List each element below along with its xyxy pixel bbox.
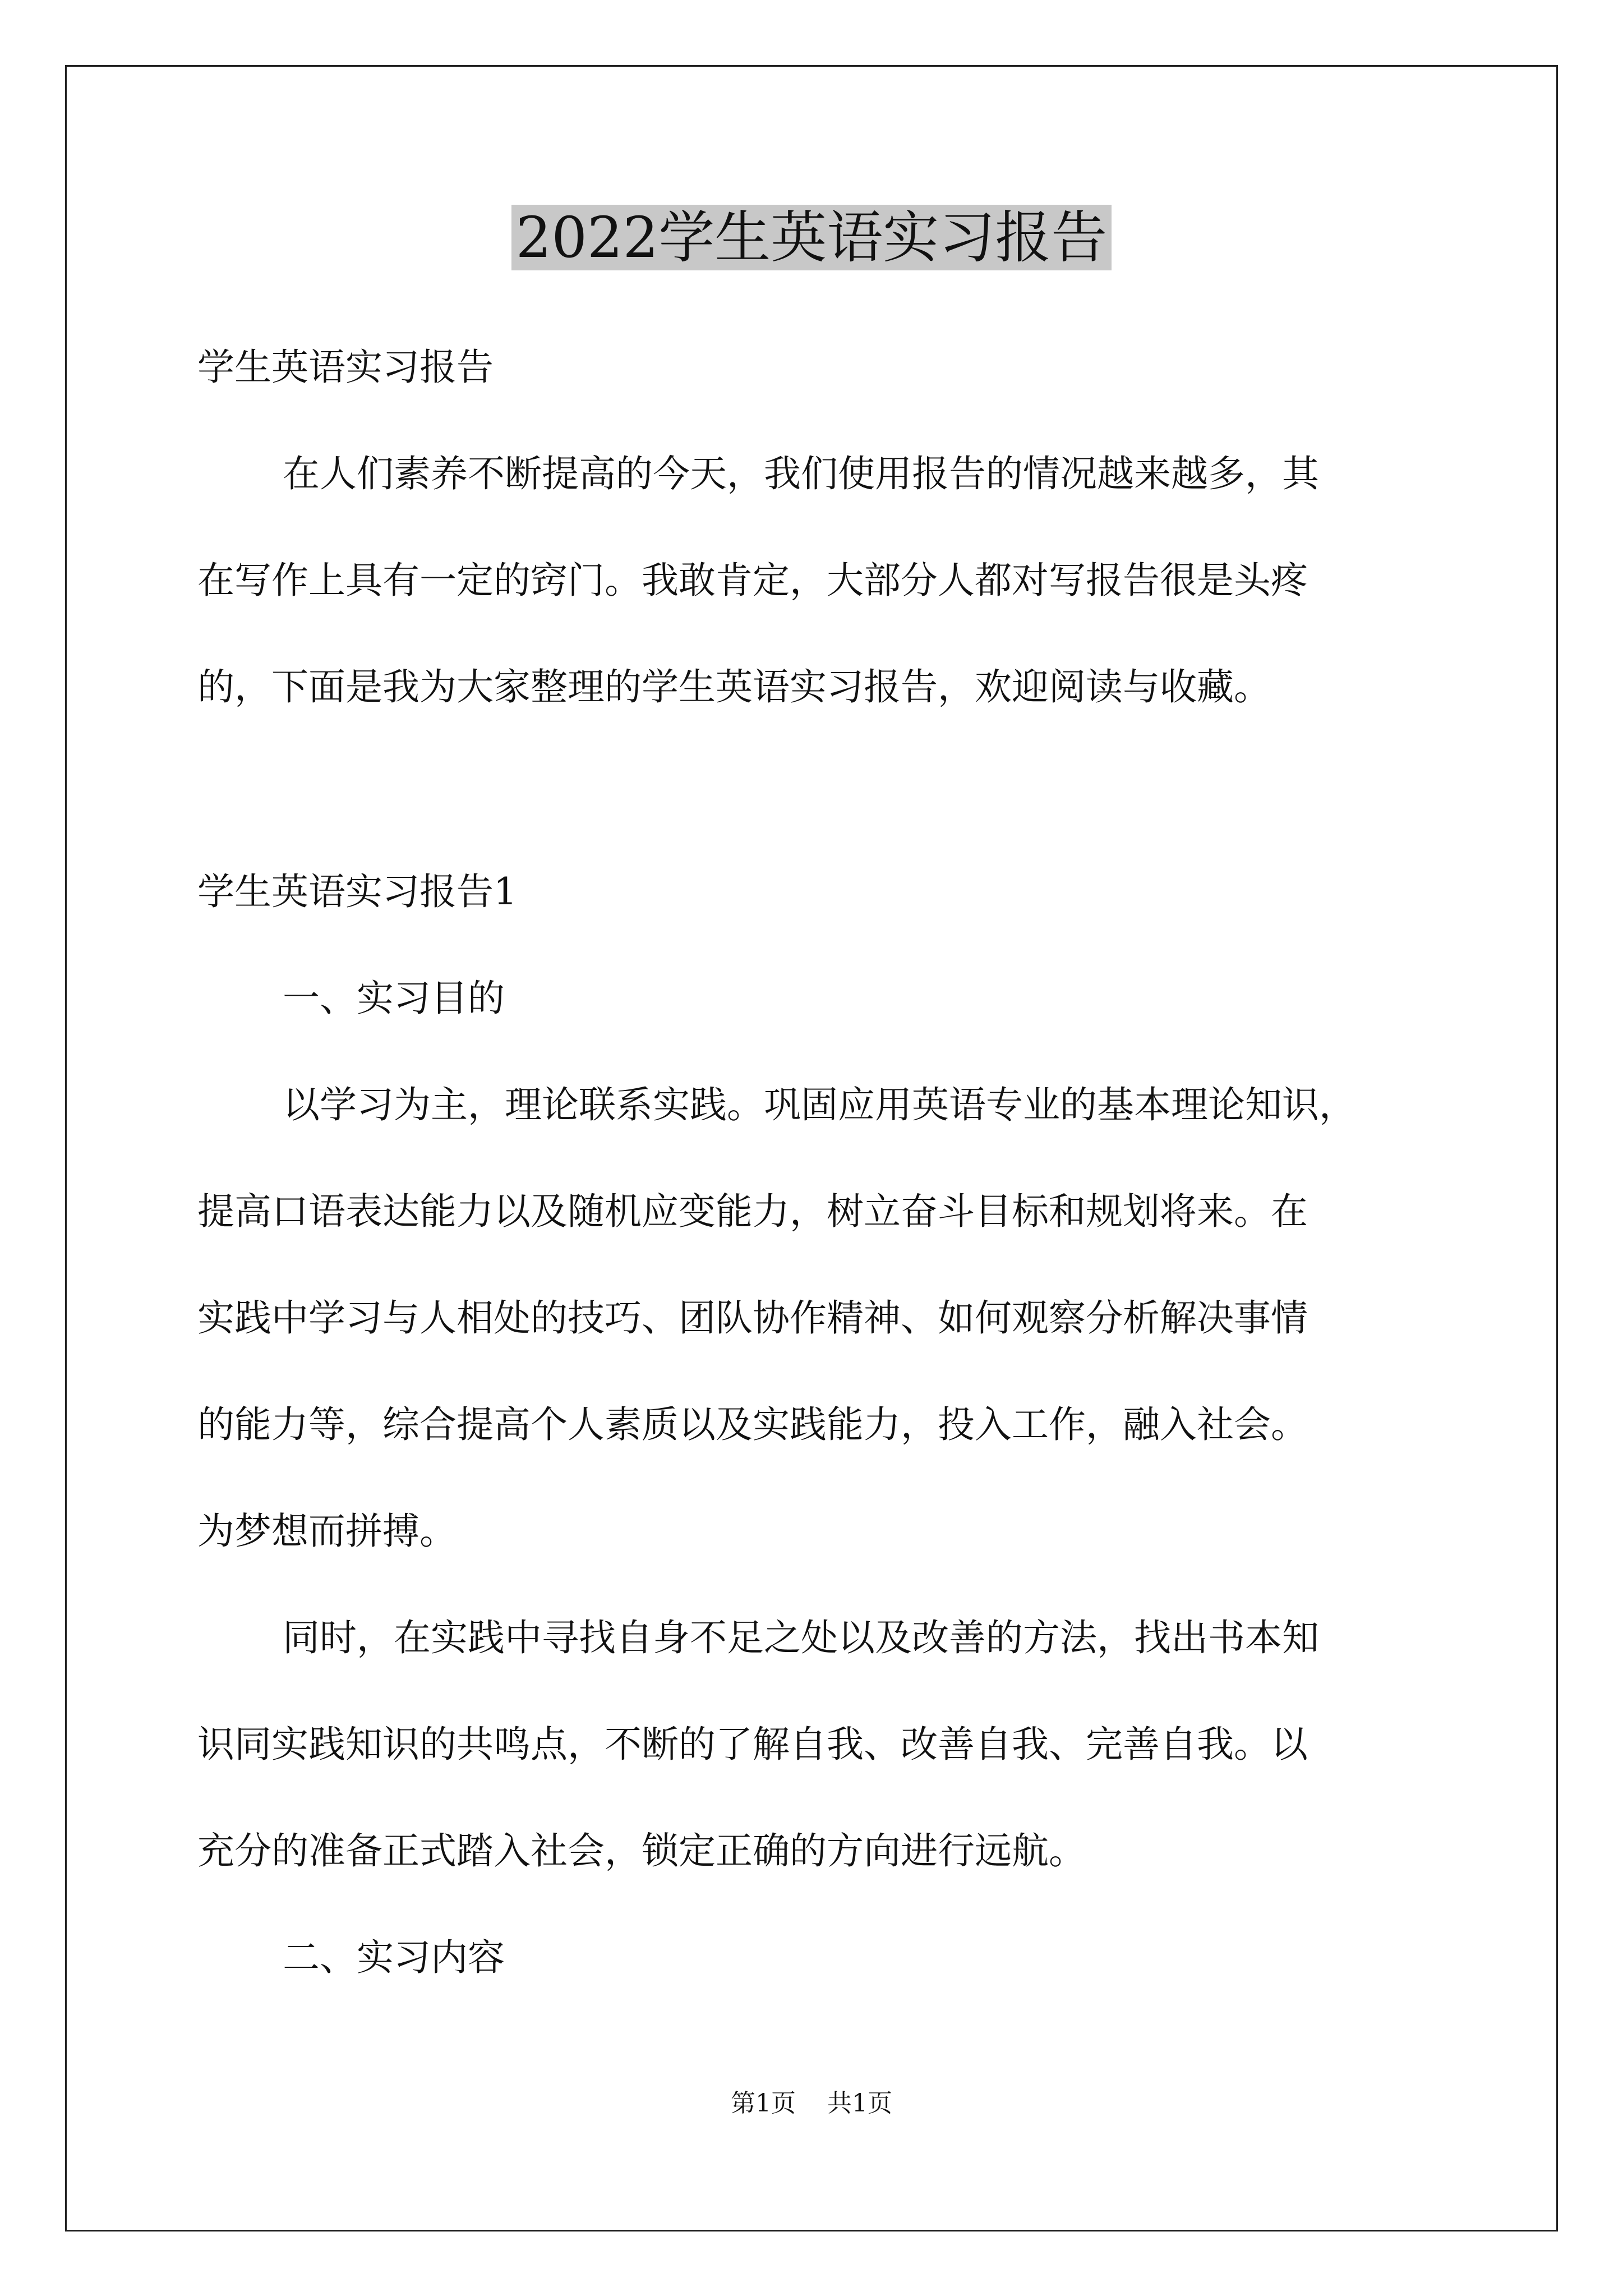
section-heading: 学生英语实习报告1 bbox=[197, 870, 517, 913]
paragraph-line: 在写作上具有一定的窍门。我敢肯定，大部分人都对写报告很是头疼 bbox=[197, 559, 1308, 602]
paragraph-line: 提高口语表达能力以及随机应变能力，树立奋斗目标和规划将来。在 bbox=[197, 1190, 1308, 1233]
paragraph-line: 实践中学习与人相处的技巧、团队协作精神、如何观察分析解决事情 bbox=[197, 1296, 1308, 1340]
paragraph-line: 的能力等，综合提高个人素质以及实践能力，投入工作，融入社会。 bbox=[197, 1403, 1308, 1446]
page-total: 共1页 bbox=[827, 2089, 892, 2118]
page-number: 第1页 bbox=[731, 2089, 796, 2118]
subsection-heading: 一、实习目的 bbox=[283, 977, 505, 1020]
paragraph-line: 识同实践知识的共鸣点，不断的了解自我、改善自我、完善自我。以 bbox=[197, 1723, 1308, 1766]
paragraph-line: 充分的准备正式踏入社会，锁定正确的方向进行远航。 bbox=[197, 1829, 1086, 1872]
section-heading: 学生英语实习报告 bbox=[197, 346, 494, 389]
subsection-heading: 二、实习内容 bbox=[283, 1936, 505, 1979]
paragraph-line: 在人们素养不断提高的今天，我们使用报告的情况越来越多，其 bbox=[283, 452, 1319, 495]
paragraph-line: 同时，在实践中寻找自身不足之处以及改善的方法，找出书本知 bbox=[283, 1616, 1319, 1659]
title-highlight: 2022学生英语实习报告 bbox=[511, 205, 1112, 270]
document-title bbox=[0, 199, 1623, 277]
page-footer bbox=[0, 2087, 1623, 2120]
paragraph-line: 的，下面是我为大家整理的学生英语实习报告，欢迎阅读与收藏。 bbox=[197, 665, 1271, 708]
paragraph-line: 为梦想而拼搏。 bbox=[197, 1510, 457, 1553]
paragraph-line: 以学习为主，理论联系实践。巩固应用英语专业的基本理论知识， bbox=[283, 1083, 1356, 1126]
